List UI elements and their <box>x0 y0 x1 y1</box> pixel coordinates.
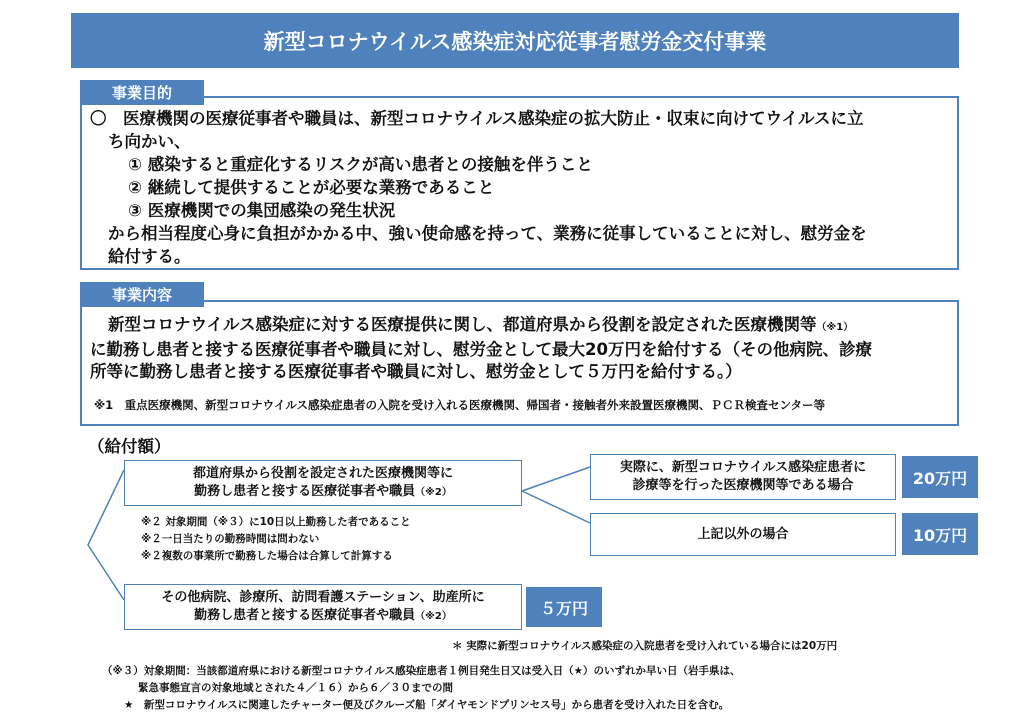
amount-10man: 10万円 <box>902 513 978 555</box>
content-note-ref: （※1） <box>816 322 854 333</box>
amount-20man: 20万円 <box>902 456 978 498</box>
eligible-box-designated <box>124 460 522 506</box>
purpose-line-2: ち向かい、 <box>108 132 191 151</box>
eligible-box-other <box>124 584 522 630</box>
purpose-tag: 事業目的 <box>80 80 204 105</box>
box-b-line-2 <box>194 607 452 626</box>
star-footnote: ★ 新型コロナウイルスに関連したチャーター便及びクルーズ船「ダイヤモンドプリンセス号」から患者を受け入れた日を含む。 <box>124 699 730 711</box>
note2-3: ※２複数の事業所で勤務した場合は合算して計算する <box>141 550 393 562</box>
case-treated-box <box>590 454 896 500</box>
box-b-note-ref: （※2） <box>415 610 452 622</box>
amount-5man: ５万円 <box>526 587 602 627</box>
purpose-item-2: ② 継続して提供することが必要な業務であること <box>128 178 495 197</box>
purpose-item-1: ① 感染すると重症化するリスクが高い患者との接触を伴うこと <box>128 155 593 174</box>
purpose-line-3: から相当程度心身に負担がかかる中、強い使命感を持って、業務に従事していることに対し、慰労金を <box>108 224 867 243</box>
case-a-line-2: 診療等を行った医療機関等である場合 <box>632 478 854 493</box>
bracket-right <box>522 467 590 523</box>
note3-line-2: 緊急事態宣言の対象地域とされた４／１６）から６／３０までの間 <box>138 682 453 694</box>
box-b-line-1: その他病院、診療所、訪問看護ステーション、助産所に <box>161 589 485 605</box>
box-b-line-2-text: 勤務し患者と接する医療従事者や職員 <box>194 607 416 623</box>
page-title: 新型コロナウイルス感染症対応従事者慰労金交付事業 <box>71 13 959 68</box>
payment-heading: （給付額） <box>88 437 171 456</box>
box-a-line-1: 都道府県から役割を設定された医療機関等に <box>192 465 453 481</box>
content-line-2: に勤務し患者と接する医療従事者や職員に対し、慰労金として最大20万円を給付する（その他病院、診療 <box>90 340 872 359</box>
box-a-note-ref: （※2） <box>415 486 452 498</box>
case-b-label: 上記以外の場合 <box>697 526 789 542</box>
box-a-line-2 <box>194 483 452 502</box>
case-other-box <box>590 513 896 556</box>
note3-line-1: （※３）対象期間：当該都道府県における新型コロナウイルス感染症患者１例目発生日又は受入日（★）のいずれか早い日（岩手県は、 <box>102 665 741 677</box>
star-note: ＊ 実際に新型コロナウイルス感染症の入院患者を受け入れている場合には20万円 <box>452 640 838 652</box>
purpose-line-4: 給付する。 <box>108 247 191 266</box>
purpose-item-3: ③ 医療機関での集団感染の発生状況 <box>128 201 396 220</box>
content-line-3: 所等に勤務し患者と接する医療従事者や職員に対し、慰労金として５万円を給付する。） <box>90 362 742 381</box>
bracket-left <box>88 470 124 600</box>
case-a-line-1: 実際に、新型コロナウイルス感染症患者に <box>619 460 867 475</box>
box-a-line-2-text: 勤務し患者と接する医療従事者や職員 <box>194 483 416 499</box>
note2-1: ※２ 対象期間（※３）に10日以上勤務した者であること <box>141 516 411 528</box>
content-footnote: ※1 重点医療機関、新型コロナウイルス感染症患者の入院を受け入れる医療機関、帰国者・接触者外来設置医療機関、ＰＣＲ検査センター等 <box>94 398 826 412</box>
purpose-line-1: 〇 医療機関の医療従事者や職員は、新型コロナウイルス感染症の拡大防止・収束に向けてウイルスに立 <box>90 109 864 128</box>
content-tag: 事業内容 <box>80 282 204 307</box>
content-line-1-text: 新型コロナウイルス感染症に対する医療提供に関し、都道府県から役割を設定された医療機関等 <box>108 315 817 334</box>
note2-2: ※２一日当たりの勤務時間は問わない <box>141 533 320 545</box>
